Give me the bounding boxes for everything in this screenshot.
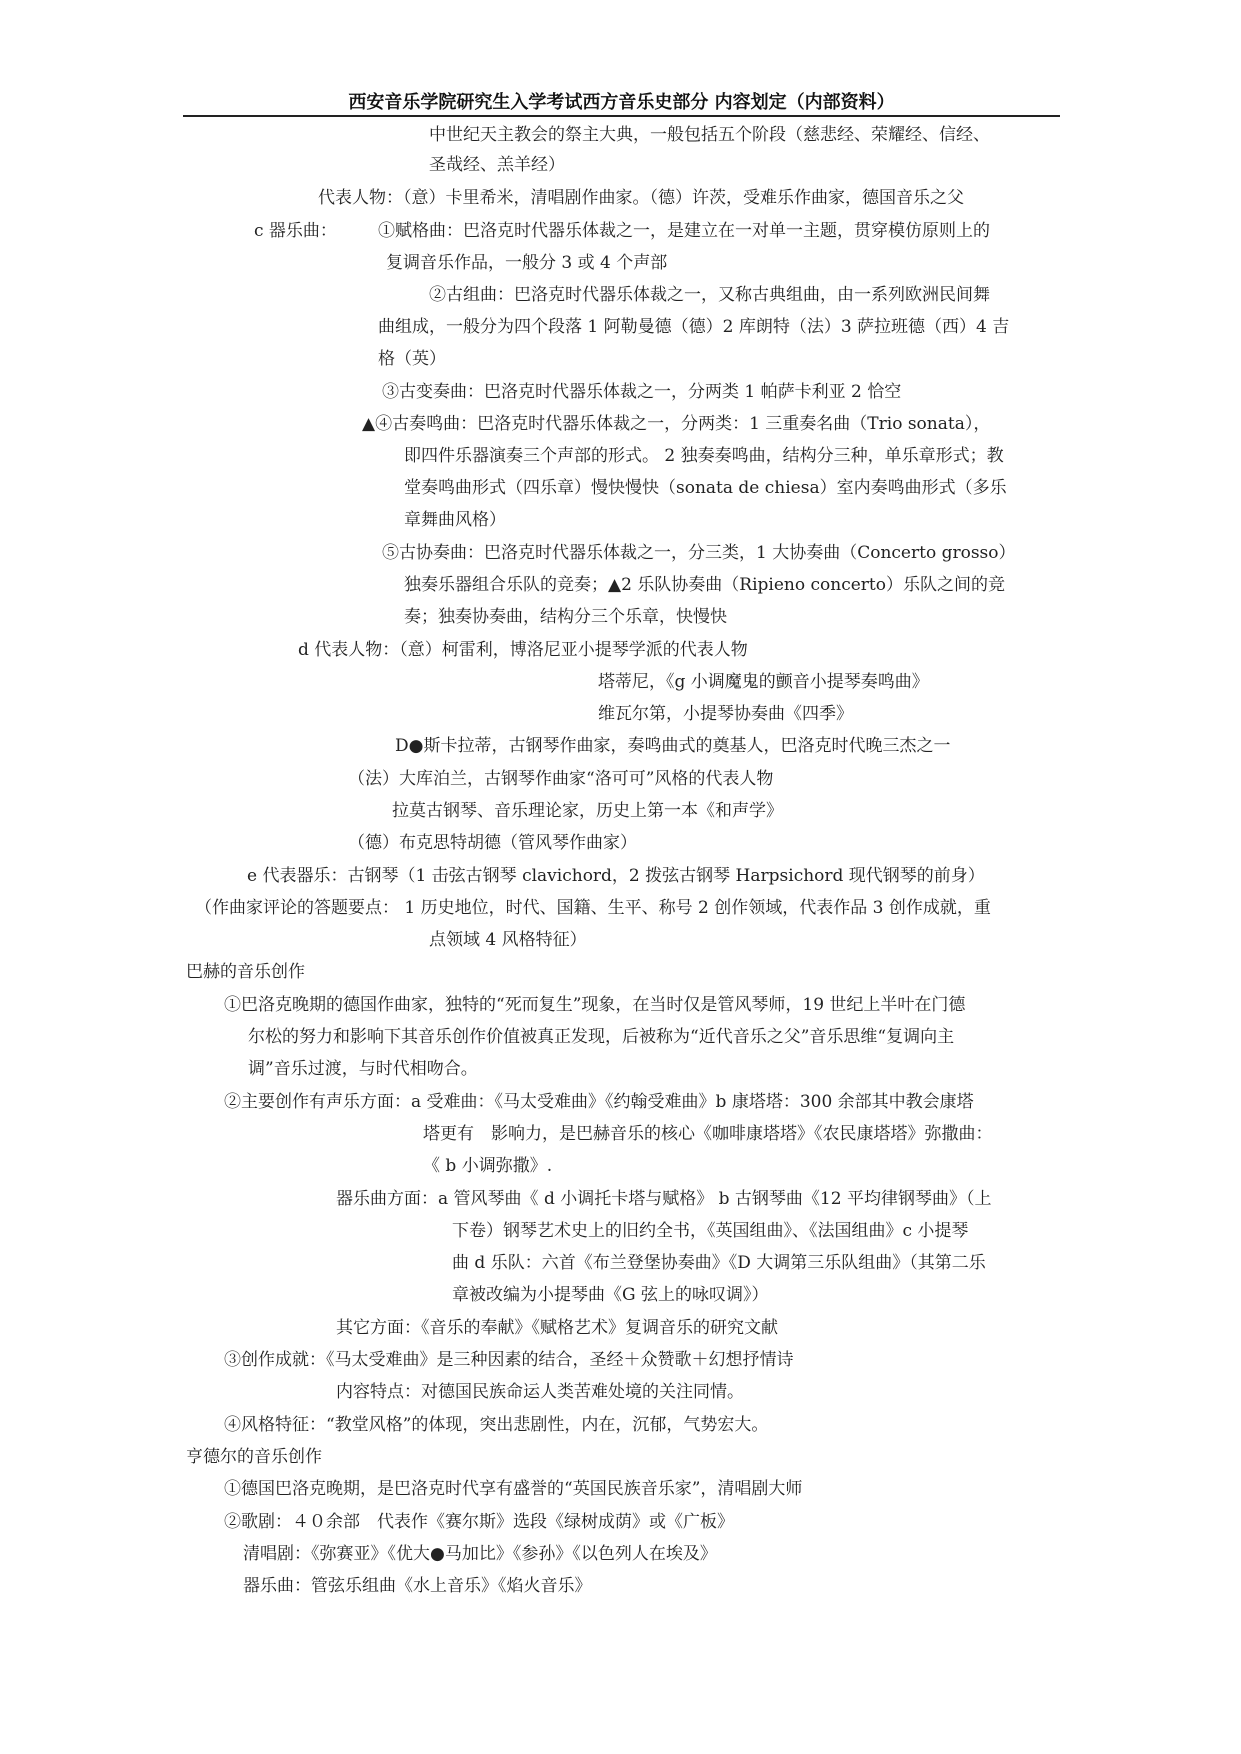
section-heading: 亨德尔的音乐创作 [186,1447,322,1467]
text-line: 其它方面：《音乐的奉献》《赋格艺术》复调音乐的研究文献 [336,1318,778,1338]
text-line: 《 b 小调弥撒》. [423,1156,553,1176]
text-line: 中世纪天主教会的祭主大典，一般包括五个阶段（慈悲经、荣耀经、信经、 [429,125,990,145]
section-heading: 巴赫的音乐创作 [186,962,305,982]
text-line: 复调音乐作品，一般分 3 或 4 个声部 [386,253,668,273]
text-line: 调”音乐过渡，与时代相吻合。 [248,1059,478,1079]
text-line: 曲 d 乐队：六首《布兰登堡协奏曲》《D 大调第三乐队组曲》（其第二乐 [452,1253,986,1273]
text-line: ②主要创作有声乐方面：a 受难曲：《马太受难曲》《约翰受难曲》b 康塔塔：300 余部其中教会康塔 [224,1092,974,1112]
page-header-title: 西安音乐学院研究生入学考试西方音乐史部分 内容划定（内部资料） [348,92,895,113]
text-line: ①赋格曲：巴洛克时代器乐体裁之一，是建立在一对单一主题，贯穿模仿原则上的 [378,221,990,241]
text-line: 章被改编为小提琴曲《G 弦上的咏叹调》） [452,1285,769,1305]
text-line: 独奏乐器组合乐队的竞奏；▲2 乐队协奏曲（Ripieno concerto）乐队之间的竞 [404,575,1005,595]
header-rule [183,115,1060,117]
text-line: ②古组曲：巴洛克时代器乐体裁之一，又称古典组曲，由一系列欧洲民间舞 [429,285,990,305]
text-line: 即四件乐器演奏三个声部的形式。 2 独奏奏鸣曲，结构分三种，单乐章形式；教 [404,446,1004,466]
text-line: 器乐曲方面：a 管风琴曲《 d 小调托卡塔与赋格》 b 古钢琴曲《12 平均律钢琴曲》（上 [336,1189,992,1209]
text-line: 下卷）钢琴艺术史上的旧约全书，《英国组曲》、《法国组曲》c 小提琴 [452,1221,969,1241]
text-line: ①巴洛克晚期的德国作曲家，独特的“死而复生”现象，在当时仅是管风琴师，19 世纪上半叶在门德 [224,995,966,1015]
text-line: 代表人物：（意）卡里希米，清唱剧作曲家。（德）许茨，受难乐作曲家，德国音乐之父 [318,188,964,208]
text-line: 堂奏鸣曲形式（四乐章）慢快慢快（sonata de chiesa）室内奏鸣曲形式（多乐 [404,478,1007,498]
text-line: 点领域 4 风格特征） [429,930,587,950]
text-line: 尔松的努力和影响下其音乐创作价值被真正发现，后被称为“近代音乐之父”音乐思维“复调向主 [248,1027,955,1047]
text-line: ①德国巴洛克晚期，是巴洛克时代享有盛誉的“英国民族音乐家”，清唱剧大师 [224,1479,803,1499]
text-line: 格（英） [378,349,446,369]
text-line: （德）布克思特胡德（管风琴作曲家） [348,833,637,853]
text-line: 塔蒂尼，《g 小调魔鬼的颤音小提琴奏鸣曲》 [598,672,929,692]
text-line: D●斯卡拉蒂，古钢琴作曲家，奏鸣曲式的奠基人，巴洛克时代晚三杰之一 [395,736,951,756]
text-line: （法）大库泊兰，古钢琴作曲家“洛可可”风格的代表人物 [348,769,774,789]
text-line: 拉莫古钢琴、音乐理论家，历史上第一本《和声学》 [392,801,783,821]
text-line: ⑤古协奏曲：巴洛克时代器乐体裁之一，分三类，1 大协奏曲（Concerto grosso） [382,543,1016,563]
text-line: 曲组成，一般分为四个段落 1 阿勒曼德（德）2 库朗特（法）3 萨拉班德（西）4 吉 [378,317,1010,337]
text-line: 内容特点：对德国民族命运人类苦难处境的关注同情。 [336,1382,744,1402]
text-line: （作曲家评论的答题要点： 1 历史地位，时代、国籍、生平、称号 2 创作领域，代表作品 3 创作成就，重 [195,898,991,918]
text-line: 奏；独奏协奏曲，结构分三个乐章，快慢快 [404,607,727,627]
text-line: 清唱剧：《弥赛亚》《优大●马加比》《参孙》《以色列人在埃及》 [243,1544,717,1564]
text-line: 塔更有 影响力，是巴赫音乐的核心《咖啡康塔塔》《农民康塔塔》弥撒曲： [423,1124,993,1144]
text-line: 维瓦尔第，小提琴协奏曲《四季》 [598,704,853,724]
text-line: e 代表器乐：古钢琴（1 击弦古钢琴 clavichord，2 拨弦古钢琴 Harpsichord 现代钢琴的前身） [247,866,985,886]
text-line: 圣哉经、羔羊经） [429,155,565,175]
text-line: c 器乐曲： [254,221,337,241]
text-line: ③创作成就：《马太受难曲》是三种因素的结合，圣经＋众赞歌＋幻想抒情诗 [224,1350,794,1370]
text-line: ②歌剧：４０余部 代表作《赛尔斯》选段《绿树成荫》或《广板》 [224,1512,734,1532]
text-line: ④风格特征：“教堂风格”的体现，突出悲剧性，内在，沉郁，气势宏大。 [224,1415,769,1435]
text-line: ③古变奏曲：巴洛克时代器乐体裁之一，分两类 1 帕萨卡利亚 2 恰空 [382,382,902,402]
text-line: 器乐曲：管弦乐组曲《水上音乐》《焰火音乐》 [243,1576,592,1596]
text-line: d 代表人物：（意）柯雷利，博洛尼亚小提琴学派的代表人物 [298,640,748,660]
text-line: ▲④古奏鸣曲：巴洛克时代器乐体裁之一，分两类：1 三重奏名曲（Trio sonata）， [362,414,991,434]
text-line: 章舞曲风格） [404,510,506,530]
